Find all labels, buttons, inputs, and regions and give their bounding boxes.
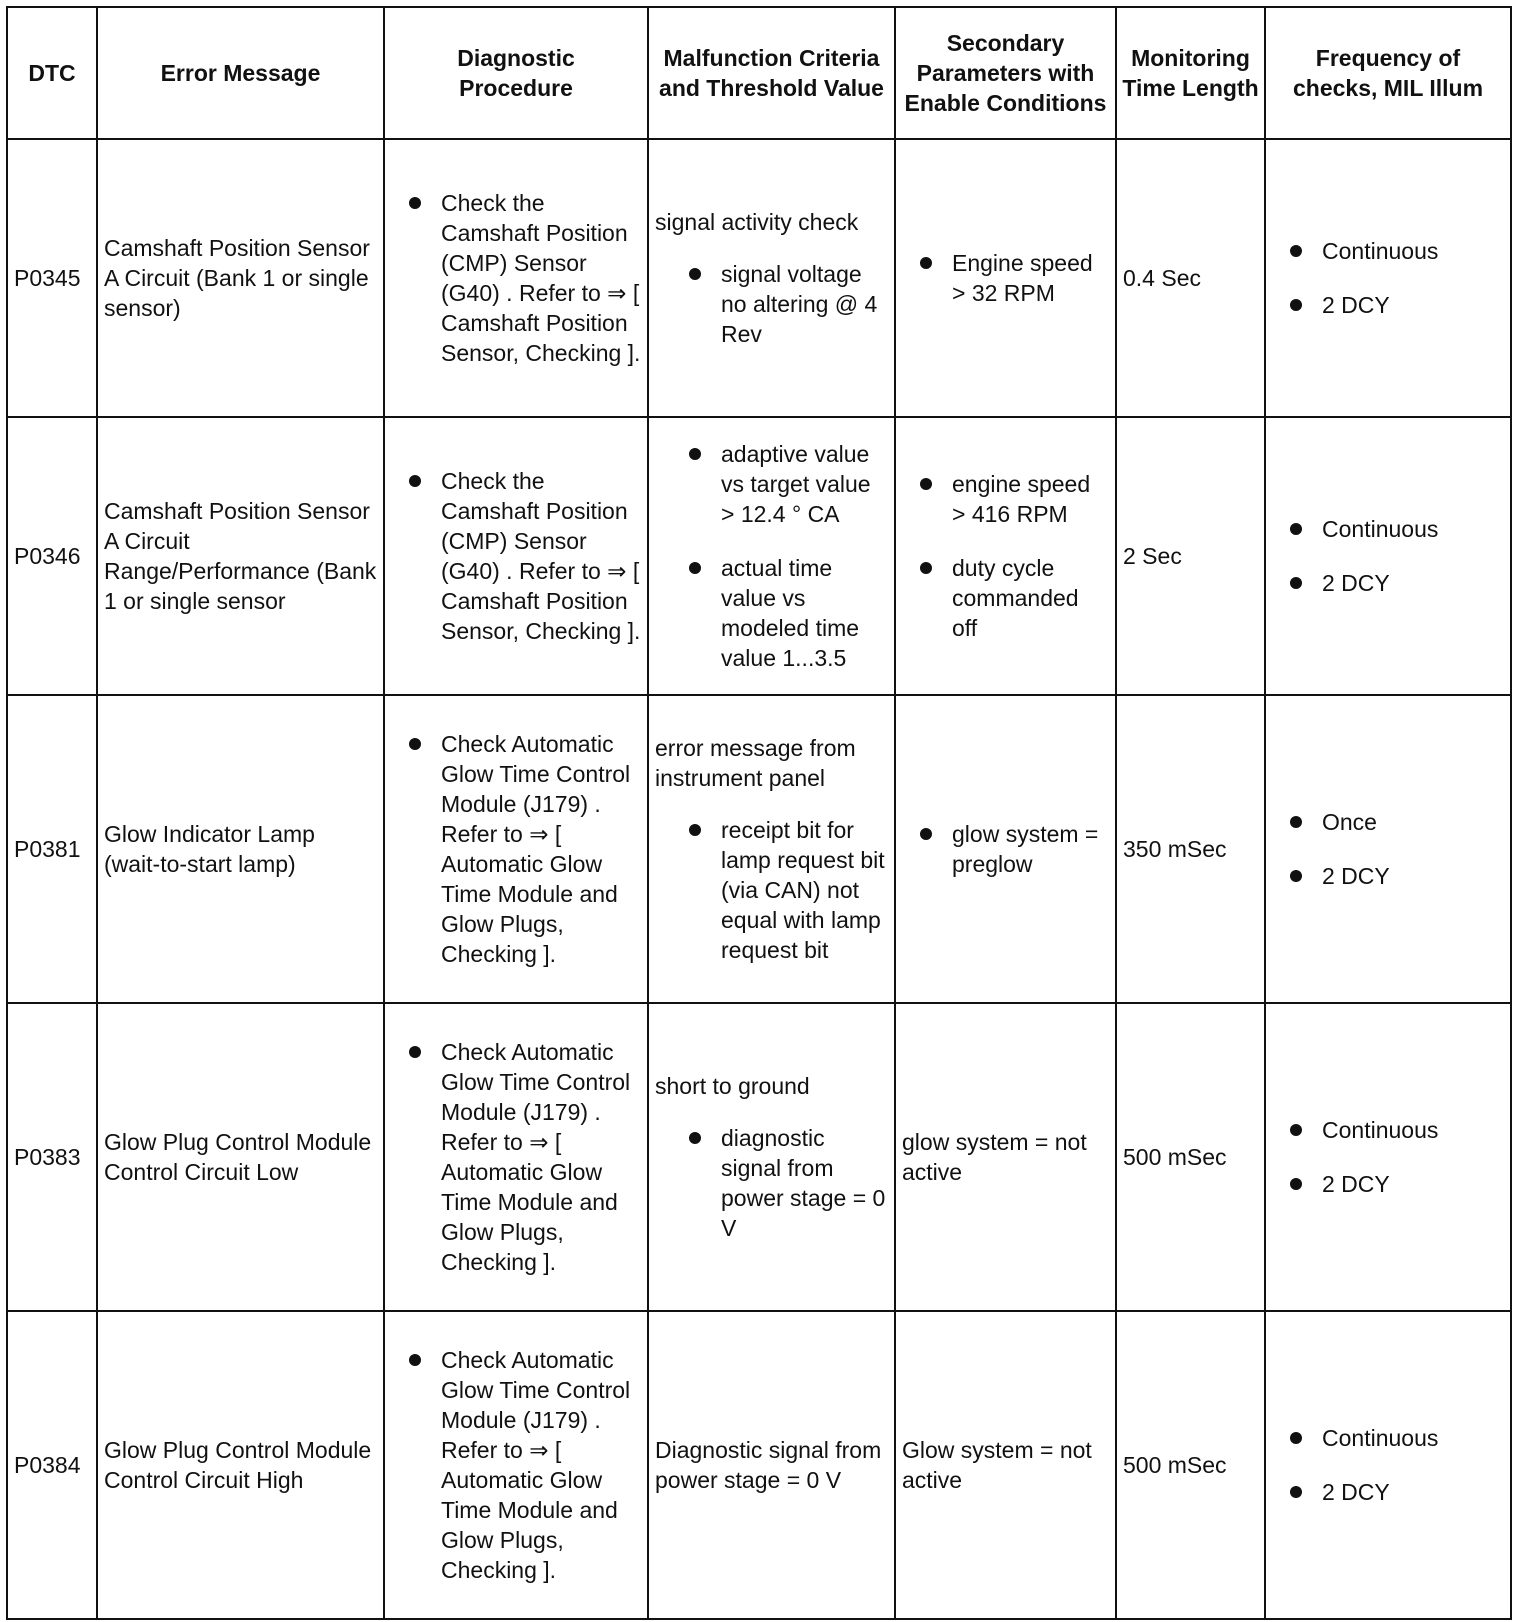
dtc-code: P0383 [7,1003,97,1311]
dtc-code: P0346 [7,417,97,695]
header-diagnostic-procedure: Diagnostic Procedure [384,7,648,139]
dtc-code: P0345 [7,139,97,417]
criteria-text: short to ground [655,1073,810,1099]
header-error-message: Error Message [97,7,384,139]
secondary-parameters: glow system = not active [895,1003,1116,1311]
header-secondary-parameters: Secondary Parameters with Enable Conditions [895,7,1116,139]
frequency-item: 2 DCY [1272,290,1504,320]
table-row [7,417,1511,695]
secondary-item: duty cycle commanded off [902,553,1109,643]
criteria-item: actual time value vs modeled time value 1...3.5 [671,553,888,673]
dtc-code: P0381 [7,695,97,1003]
secondary-parameters [895,417,1116,695]
frequency-item: Continuous [1272,514,1504,544]
criteria-text: signal activity check [655,209,859,235]
error-message: Glow Indicator Lamp (wait-to-start lamp) [97,695,384,1003]
frequency-item: 2 DCY [1272,861,1504,891]
header-monitoring-time: Monitoring Time Length [1116,7,1265,139]
procedure-item: Check Automatic Glow Time Control Module (J179) . Refer to ⇒ [ Automatic Glow Time Module and Glow Plugs, Checking ]. [391,729,641,969]
criteria-item: receipt bit for lamp request bit (via CAN) not equal with lamp request bit [671,815,888,965]
diagnostic-procedure [384,417,648,695]
frequency-item: 2 DCY [1272,1169,1504,1199]
frequency [1265,1003,1511,1311]
secondary-parameters [895,695,1116,1003]
criteria-text: error message from instrument panel [655,735,856,791]
procedure-item: Check Automatic Glow Time Control Module (J179) . Refer to ⇒ [ Automatic Glow Time Module and Glow Plugs, Checking ]. [391,1037,641,1277]
criteria-item: adaptive value vs target value > 12.4 ° CA [671,439,888,529]
criteria-item: diagnostic signal from power stage = 0 V [671,1123,888,1243]
dtc-table-sheet [6,6,1510,1620]
procedure-item: Check Automatic Glow Time Control Module (J179) . Refer to ⇒ [ Automatic Glow Time Module and Glow Plugs, Checking ]. [391,1345,641,1585]
error-message: Glow Plug Control Module Control Circuit High [97,1311,384,1619]
monitoring-time: 0.4 Sec [1116,139,1265,417]
secondary-parameters: Glow system = not active [895,1311,1116,1619]
frequency [1265,139,1511,417]
dtc-code: P0384 [7,1311,97,1619]
diagnostic-procedure [384,695,648,1003]
frequency-item: 2 DCY [1272,1477,1504,1507]
procedure-item: Check the Camshaft Position (CMP) Sensor (G40) . Refer to ⇒ [ Camshaft Position Sensor, Checking ]. [391,466,641,646]
procedure-item: Check the Camshaft Position (CMP) Sensor (G40) . Refer to ⇒ [ Camshaft Position Sensor, Checking ]. [391,188,641,368]
diagnostic-procedure [384,1311,648,1619]
frequency-item: Continuous [1272,1115,1504,1145]
secondary-item: glow system = preglow [902,819,1109,879]
frequency-item: Continuous [1272,236,1504,266]
frequency [1265,695,1511,1003]
monitoring-time: 350 mSec [1116,695,1265,1003]
table-row [7,1311,1511,1619]
monitoring-time: 2 Sec [1116,417,1265,695]
header-malfunction-criteria: Malfunction Criteria and Threshold Value [648,7,895,139]
frequency [1265,1311,1511,1619]
diagnostic-procedure [384,139,648,417]
frequency-item: Once [1272,807,1504,837]
error-message: Camshaft Position Sensor A Circuit (Bank 1 or single sensor) [97,139,384,417]
diagnostic-procedure [384,1003,648,1311]
malfunction-criteria [648,1003,895,1311]
criteria-item: signal voltage no altering @ 4 Rev [671,259,888,349]
secondary-parameters [895,139,1116,417]
malfunction-criteria [648,695,895,1003]
malfunction-criteria [648,139,895,417]
frequency [1265,417,1511,695]
frequency-item: 2 DCY [1272,568,1504,598]
monitoring-time: 500 mSec [1116,1311,1265,1619]
error-message: Glow Plug Control Module Control Circuit Low [97,1003,384,1311]
malfunction-criteria [648,417,895,695]
header-dtc: DTC [7,7,97,139]
secondary-item: engine speed > 416 RPM [902,469,1109,529]
header-row [7,7,1511,139]
header-frequency: Frequency of checks, MIL Illum [1265,7,1511,139]
frequency-item: Continuous [1272,1423,1504,1453]
table-row [7,139,1511,417]
dtc-table [6,6,1512,1620]
malfunction-criteria: Diagnostic signal from power stage = 0 V [648,1311,895,1619]
monitoring-time: 500 mSec [1116,1003,1265,1311]
table-row [7,695,1511,1003]
table-row [7,1003,1511,1311]
error-message: Camshaft Position Sensor A Circuit Range/Performance (Bank 1 or single sensor [97,417,384,695]
secondary-item: Engine speed > 32 RPM [902,248,1109,308]
